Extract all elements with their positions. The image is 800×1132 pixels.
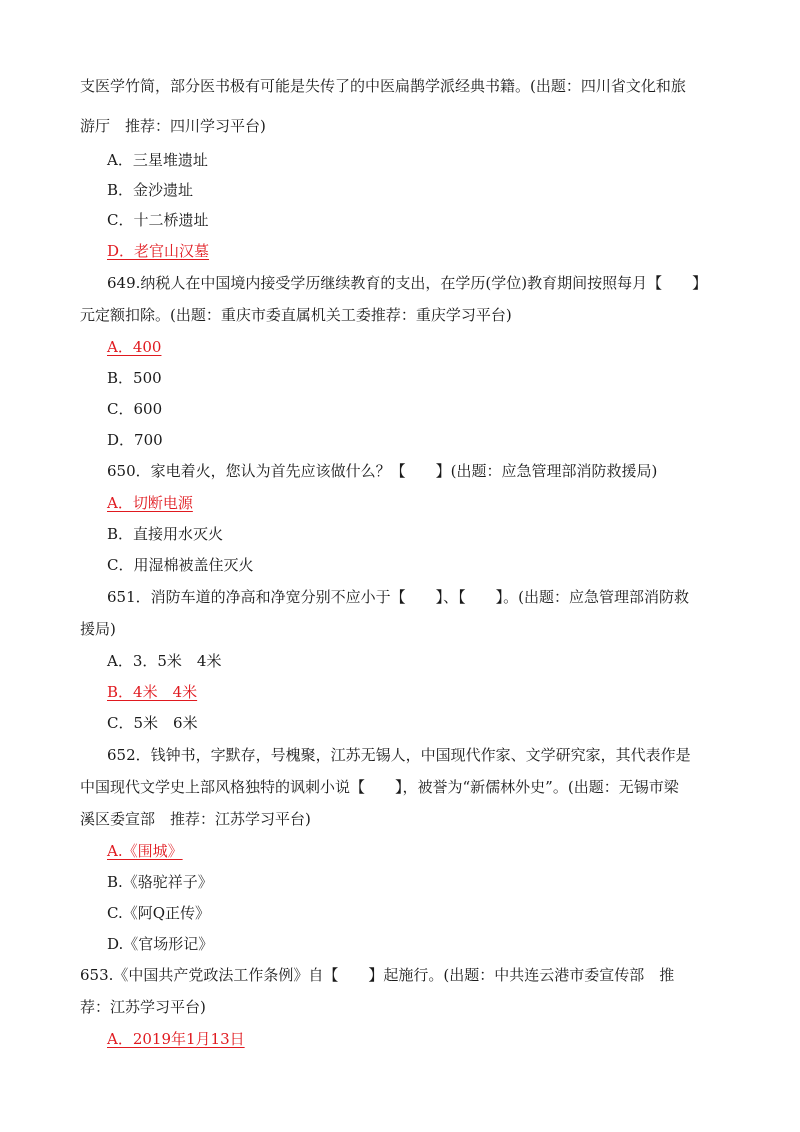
question-653-stem-line-1: 653.《中国共产党政法工作条例》自【 】起施行。(出题：中共连云港市委宣传部 推	[80, 966, 675, 984]
question-652-option-a-answer: A.《围城》	[107, 842, 183, 860]
question-653-stem-line-2: 荐：江苏学习平台)	[80, 998, 206, 1016]
question-648-option-c: C．十二桥遗址	[107, 211, 209, 229]
question-652-option-d: D.《官场形记》	[107, 935, 214, 953]
question-650-option-a-answer: A．切断电源	[107, 494, 193, 512]
question-651-option-b-answer: B．4米 4米	[107, 683, 198, 701]
question-648-option-d-answer: D．老官山汉墓	[107, 242, 210, 260]
question-650-option-b: B．直接用水灭火	[107, 525, 224, 543]
question-649-stem-line-2: 元定额扣除。(出题：重庆市委直属机关工委推荐：重庆学习平台)	[80, 306, 512, 324]
question-652-option-c: C.《阿Q正传》	[107, 904, 211, 922]
question-652-stem-line-1: 652．钱钟书，字默存，号槐聚，江苏无锡人，中国现代作家、文学研究家，其代表作是	[107, 746, 691, 764]
question-649-option-c: C．600	[107, 400, 163, 418]
question-648-stem-line-1: 支医学竹简，部分医书极有可能是失传了的中医扁鹊学派经典书籍。(出题：四川省文化和旅	[80, 77, 686, 95]
question-649-option-d: D．700	[107, 431, 163, 449]
question-650-stem-line-1: 650．家电着火，您认为首先应该做什么？【 】(出题：应急管理部消防救援局)	[107, 462, 658, 480]
question-649-stem-line-1: 649.纳税人在中国境内接受学历继续教育的支出，在学历(学位)教育期间按照每月【 】	[107, 274, 708, 292]
question-649-option-a-answer: A．400	[107, 338, 162, 356]
question-651-stem-line-1: 651．消防车道的净高和净宽分别不应小于【 】、【 】。(出题：应急管理部消防救	[107, 588, 689, 606]
question-648-stem-line-2: 游厅 推荐：四川学习平台)	[80, 117, 266, 135]
question-651-option-c: C．5米 6米	[107, 714, 198, 732]
question-651-option-a: A．3．5米 4米	[107, 652, 222, 670]
question-652-option-b: B.《骆驼祥子》	[107, 873, 213, 891]
question-651-stem-line-2: 援局)	[80, 620, 116, 638]
question-653-option-a-answer: A．2019年1月13日	[107, 1030, 245, 1048]
question-648-option-a: A．三星堆遗址	[107, 151, 208, 169]
question-652-stem-line-3: 溪区委宣部 推荐：江苏学习平台)	[80, 810, 311, 828]
question-650-option-c: C．用湿棉被盖住灭火	[107, 556, 254, 574]
question-652-stem-line-2: 中国现代文学史上部风格独特的讽刺小说【 】，被誉为“新儒林外史”。(出题：无锡市梁	[80, 778, 679, 796]
question-649-option-b: B．500	[107, 369, 162, 387]
question-648-option-b: B．金沙遗址	[107, 181, 194, 199]
